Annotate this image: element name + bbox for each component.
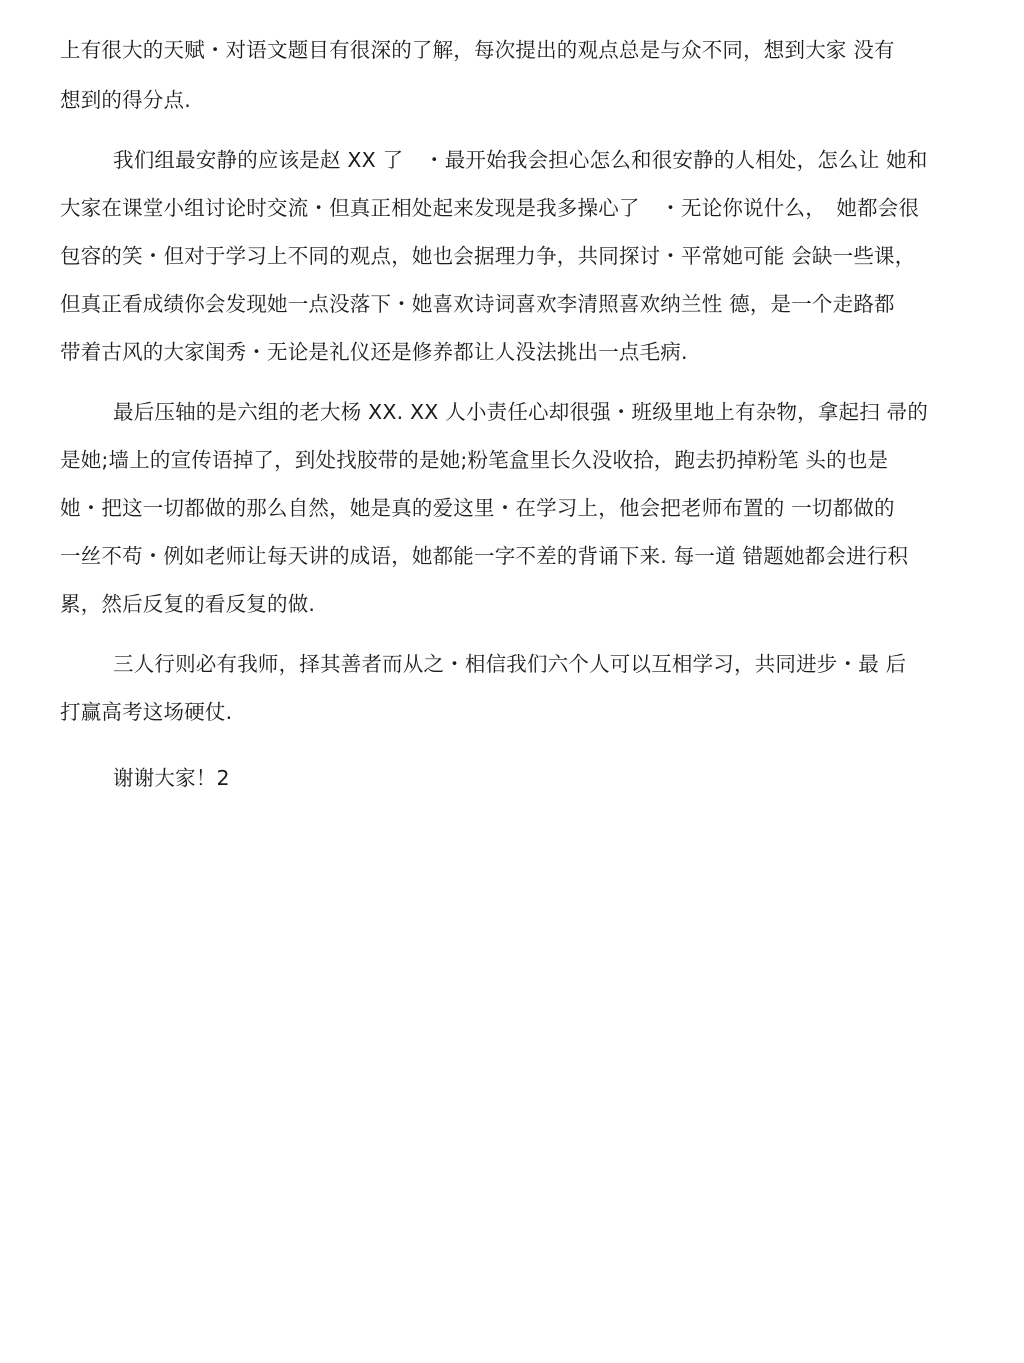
paragraph-3-line-5: 累，然后反复的看反复的做.: [60, 592, 316, 616]
paragraph-3-line-1: 最后压轴的是六组的老大杨 XX. XX 人小责任心却很强・班级里地上有杂物，拿起扫 帚的: [113, 400, 929, 424]
paragraph-4-line-1: 三人行则必有我师，择其善者而从之・相信我们六个人可以互相学习，共同进步・最 后: [113, 652, 907, 676]
paragraph-1-line-1: 上有很大的天赋・对语文题目有很深的了解，每次提出的观点总是与众不同，想到大家 没有: [60, 38, 895, 62]
paragraph-2-line-5: 带着古风的大家闺秀・无论是礼仪还是修养都让人没法挑出一点毛病.: [60, 340, 688, 364]
paragraph-2-line-3: 包容的笑・但对于学习上不同的观点，她也会据理力争，共同探讨・平常她可能 会缺一些课，: [60, 244, 916, 268]
paragraph-3-line-4: 一丝不苟・例如老师让每天讲的成语，她都能一字不差的背诵下来. 每一道 错题她都会进行积: [60, 544, 909, 568]
paragraph-3-line-2: 是她;墙上的宣传语掉了，到处找胶带的是她;粉笔盒里长久没收拾，跑去扔掉粉笔 头的也是: [60, 448, 889, 472]
paragraph-3-line-3: 她・把这一切都做的那么自然，她是真的爱这里・在学习上，他会把老师布置的 一切都做的: [60, 496, 895, 520]
paragraph-1-line-2: 想到的得分点.: [60, 88, 191, 112]
paragraph-2-line-2: 大家在课堂小组讨论时交流・但真正相处起来发现是我多操心了 ・无论你说什么， 她都会很: [60, 196, 920, 220]
paragraph-2-line-4: 但真正看成绩你会发现她一点没落下・她喜欢诗词喜欢李清照喜欢纳兰性 德，是一个走路都: [60, 292, 895, 316]
closing-thanks: 谢谢大家！2: [113, 766, 230, 790]
paragraph-4-line-2: 打赢高考这场硬仗.: [60, 700, 233, 724]
paragraph-2-line-1: 我们组最安静的应该是赵 XX 了 ・最开始我会担心怎么和很安静的人相处，怎么让 她和: [113, 148, 928, 172]
